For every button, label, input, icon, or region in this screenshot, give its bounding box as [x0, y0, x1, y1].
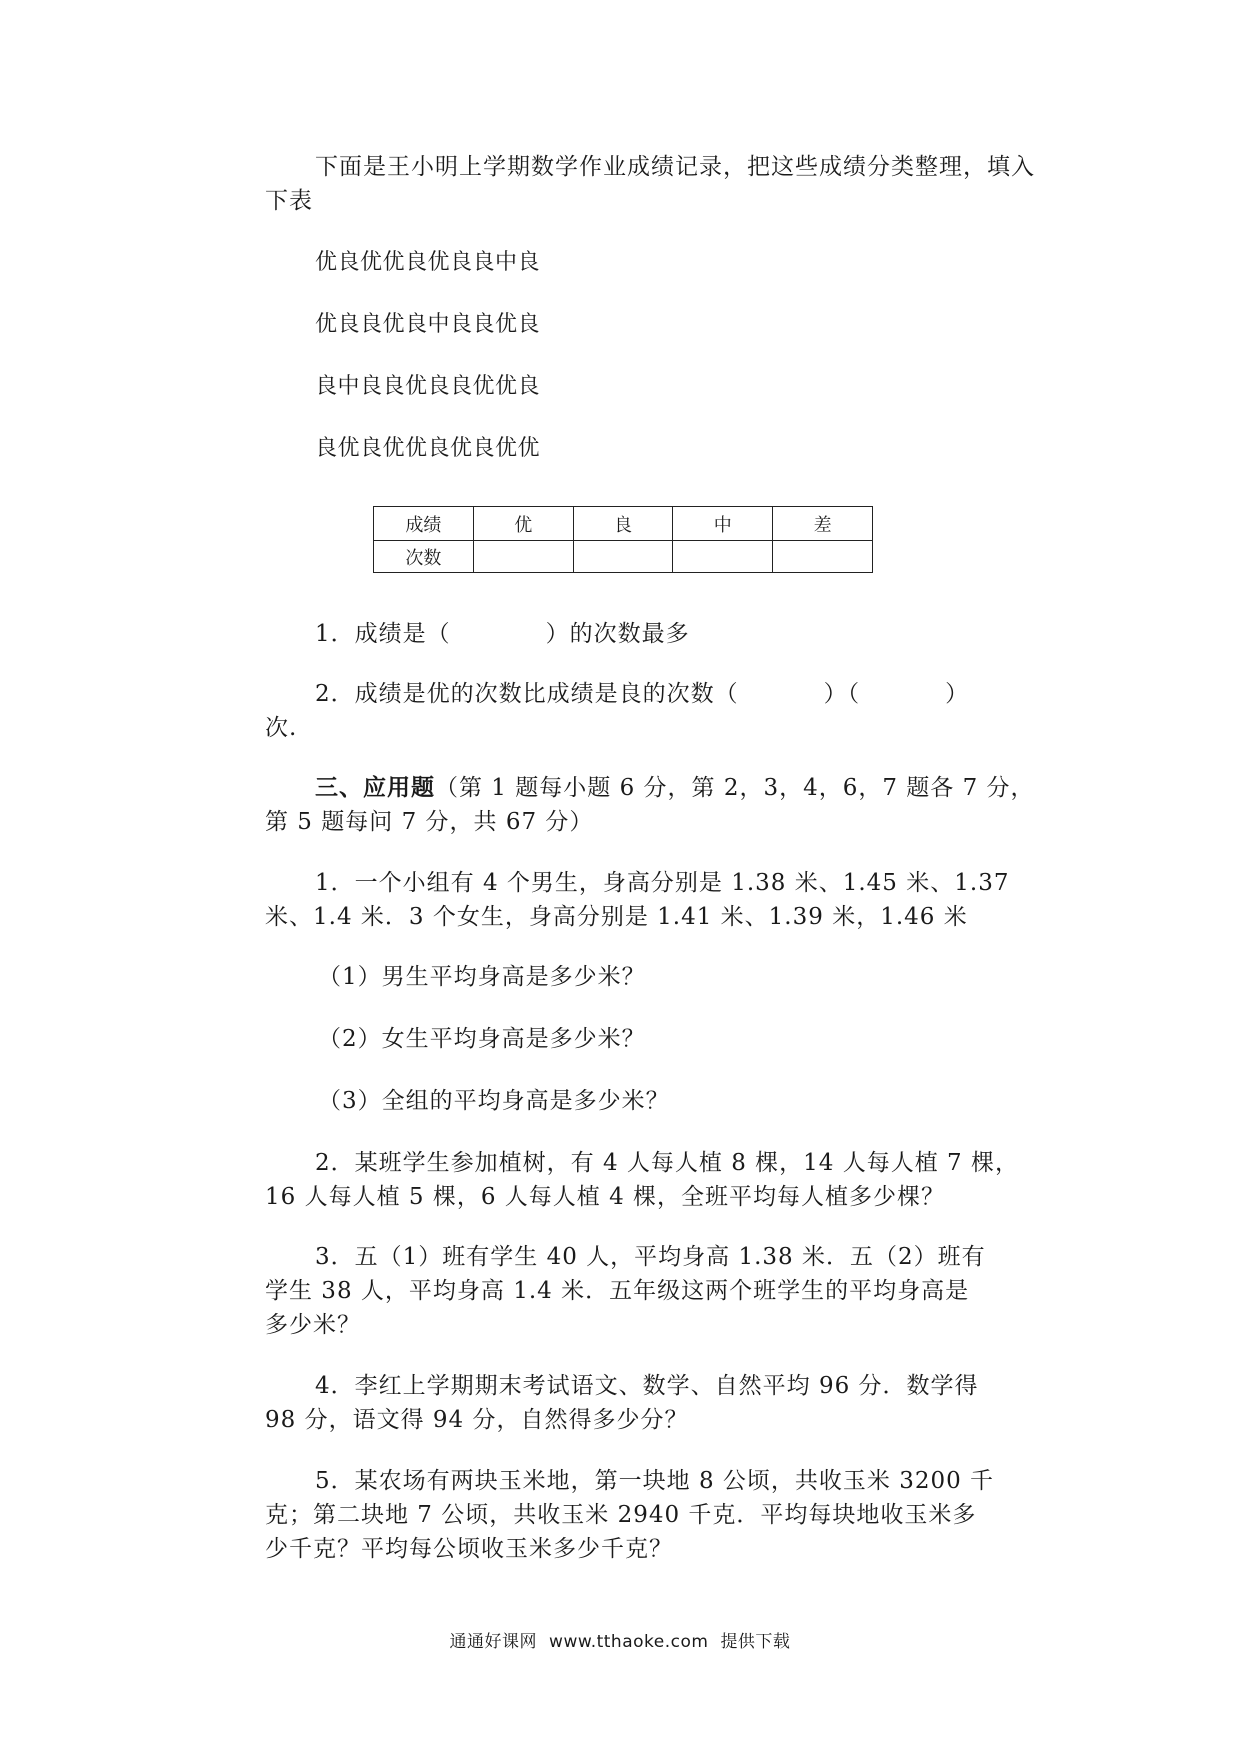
record-row: 良优良优优良优良优优 — [315, 436, 541, 461]
question-2-prefix: 2．成绩是优的次数比成绩是良的次数（ — [315, 681, 739, 707]
table-column-header: 优 — [473, 507, 573, 541]
problem-4-line-1: 4．李红上学期期末考试语文、数学、自然平均 96 分．数学得 — [315, 1373, 979, 1399]
problem-1-subquestion: （2）女生平均身高是多少米？ — [318, 1026, 646, 1052]
table-row — [374, 541, 873, 573]
section-description: （第 1 题每小题 6 分，第 2，3，4，6，7 题各 7 分， — [435, 775, 1035, 801]
table-header-row — [374, 507, 873, 541]
table-cell — [473, 541, 573, 573]
problem-1-subquestion: （3）全组的平均身高是多少米？ — [318, 1088, 670, 1114]
footer-tagline: 提供下载 — [720, 1632, 791, 1652]
problem-5-line-3: 少千克？平均每公顷收玉米多少千克？ — [265, 1536, 673, 1562]
table-cell — [673, 541, 773, 573]
table-column-header: 良 — [573, 507, 673, 541]
table-row-label: 次数 — [374, 541, 474, 573]
section-title: 三、应用题 — [315, 774, 435, 801]
intro-line-2: 下表 — [265, 188, 313, 214]
question-2-suffix: ） — [945, 681, 970, 707]
table-cell — [573, 541, 673, 573]
record-row: 优良优优良优良良中良 — [315, 250, 541, 275]
section-heading — [315, 771, 1035, 805]
question-1 — [315, 617, 690, 651]
problem-1-subquestion: （1）男生平均身高是多少米？ — [318, 964, 646, 990]
footer-url[interactable]: www.tthaoke.com — [549, 1632, 709, 1652]
question-2-middle: ）（ — [823, 681, 861, 707]
problem-4-line-2: 98 分，语文得 94 分，自然得多少分？ — [265, 1407, 689, 1433]
table-column-header: 中 — [673, 507, 773, 541]
page-footer — [0, 1627, 1240, 1652]
question-2 — [315, 677, 969, 711]
problem-5-line-2: 克；第二块地 7 公顷，共收玉米 2940 千克．平均每块地收玉米多 — [265, 1502, 977, 1528]
table-cell — [773, 541, 873, 573]
problem-3-line-3: 多少米？ — [265, 1312, 361, 1338]
intro-line-1: 下面是王小明上学期数学作业成绩记录，把这些成绩分类整理，填入 — [315, 154, 1035, 180]
problem-1-line-1: 1．一个小组有 4 个男生，身高分别是 1.38 米、1.45 米、1.37 — [315, 870, 1010, 896]
question-1-suffix: ）的次数最多 — [545, 621, 690, 647]
problem-1-line-2: 米、1.4 米．3 个女生，身高分别是 1.41 米、1.39 米，1.46 米 — [265, 904, 968, 930]
footer-site-name: 通通好课网 — [449, 1632, 538, 1652]
problem-2-line-1: 2．某班学生参加植树，有 4 人每人植 8 棵，14 人每人植 7 棵， — [315, 1150, 1019, 1176]
table-column-header: 差 — [773, 507, 873, 541]
record-row: 良中良良优良良优优良 — [315, 374, 541, 399]
problem-2-line-2: 16 人每人植 5 棵，6 人每人植 4 棵，全班平均每人植多少棵？ — [265, 1184, 946, 1210]
problem-5-line-1: 5．某农场有两块玉米地，第一块地 8 公顷，共收玉米 3200 千 — [315, 1468, 995, 1494]
problem-3-line-2: 学生 38 人，平均身高 1.4 米．五年级这两个班学生的平均身高是 — [265, 1278, 970, 1304]
problem-3-line-1: 3．五（1）班有学生 40 人，平均身高 1.38 米．五（2）班有 — [315, 1244, 986, 1270]
record-row: 优良良优良中良良优良 — [315, 312, 541, 337]
question-2-line-2: 次. — [265, 715, 298, 741]
question-1-prefix: 1．成绩是（ — [315, 621, 451, 647]
grade-table — [373, 506, 873, 573]
table-header-label: 成绩 — [374, 507, 474, 541]
section-description-line-2: 第 5 题每问 7 分，共 67 分） — [265, 809, 594, 835]
